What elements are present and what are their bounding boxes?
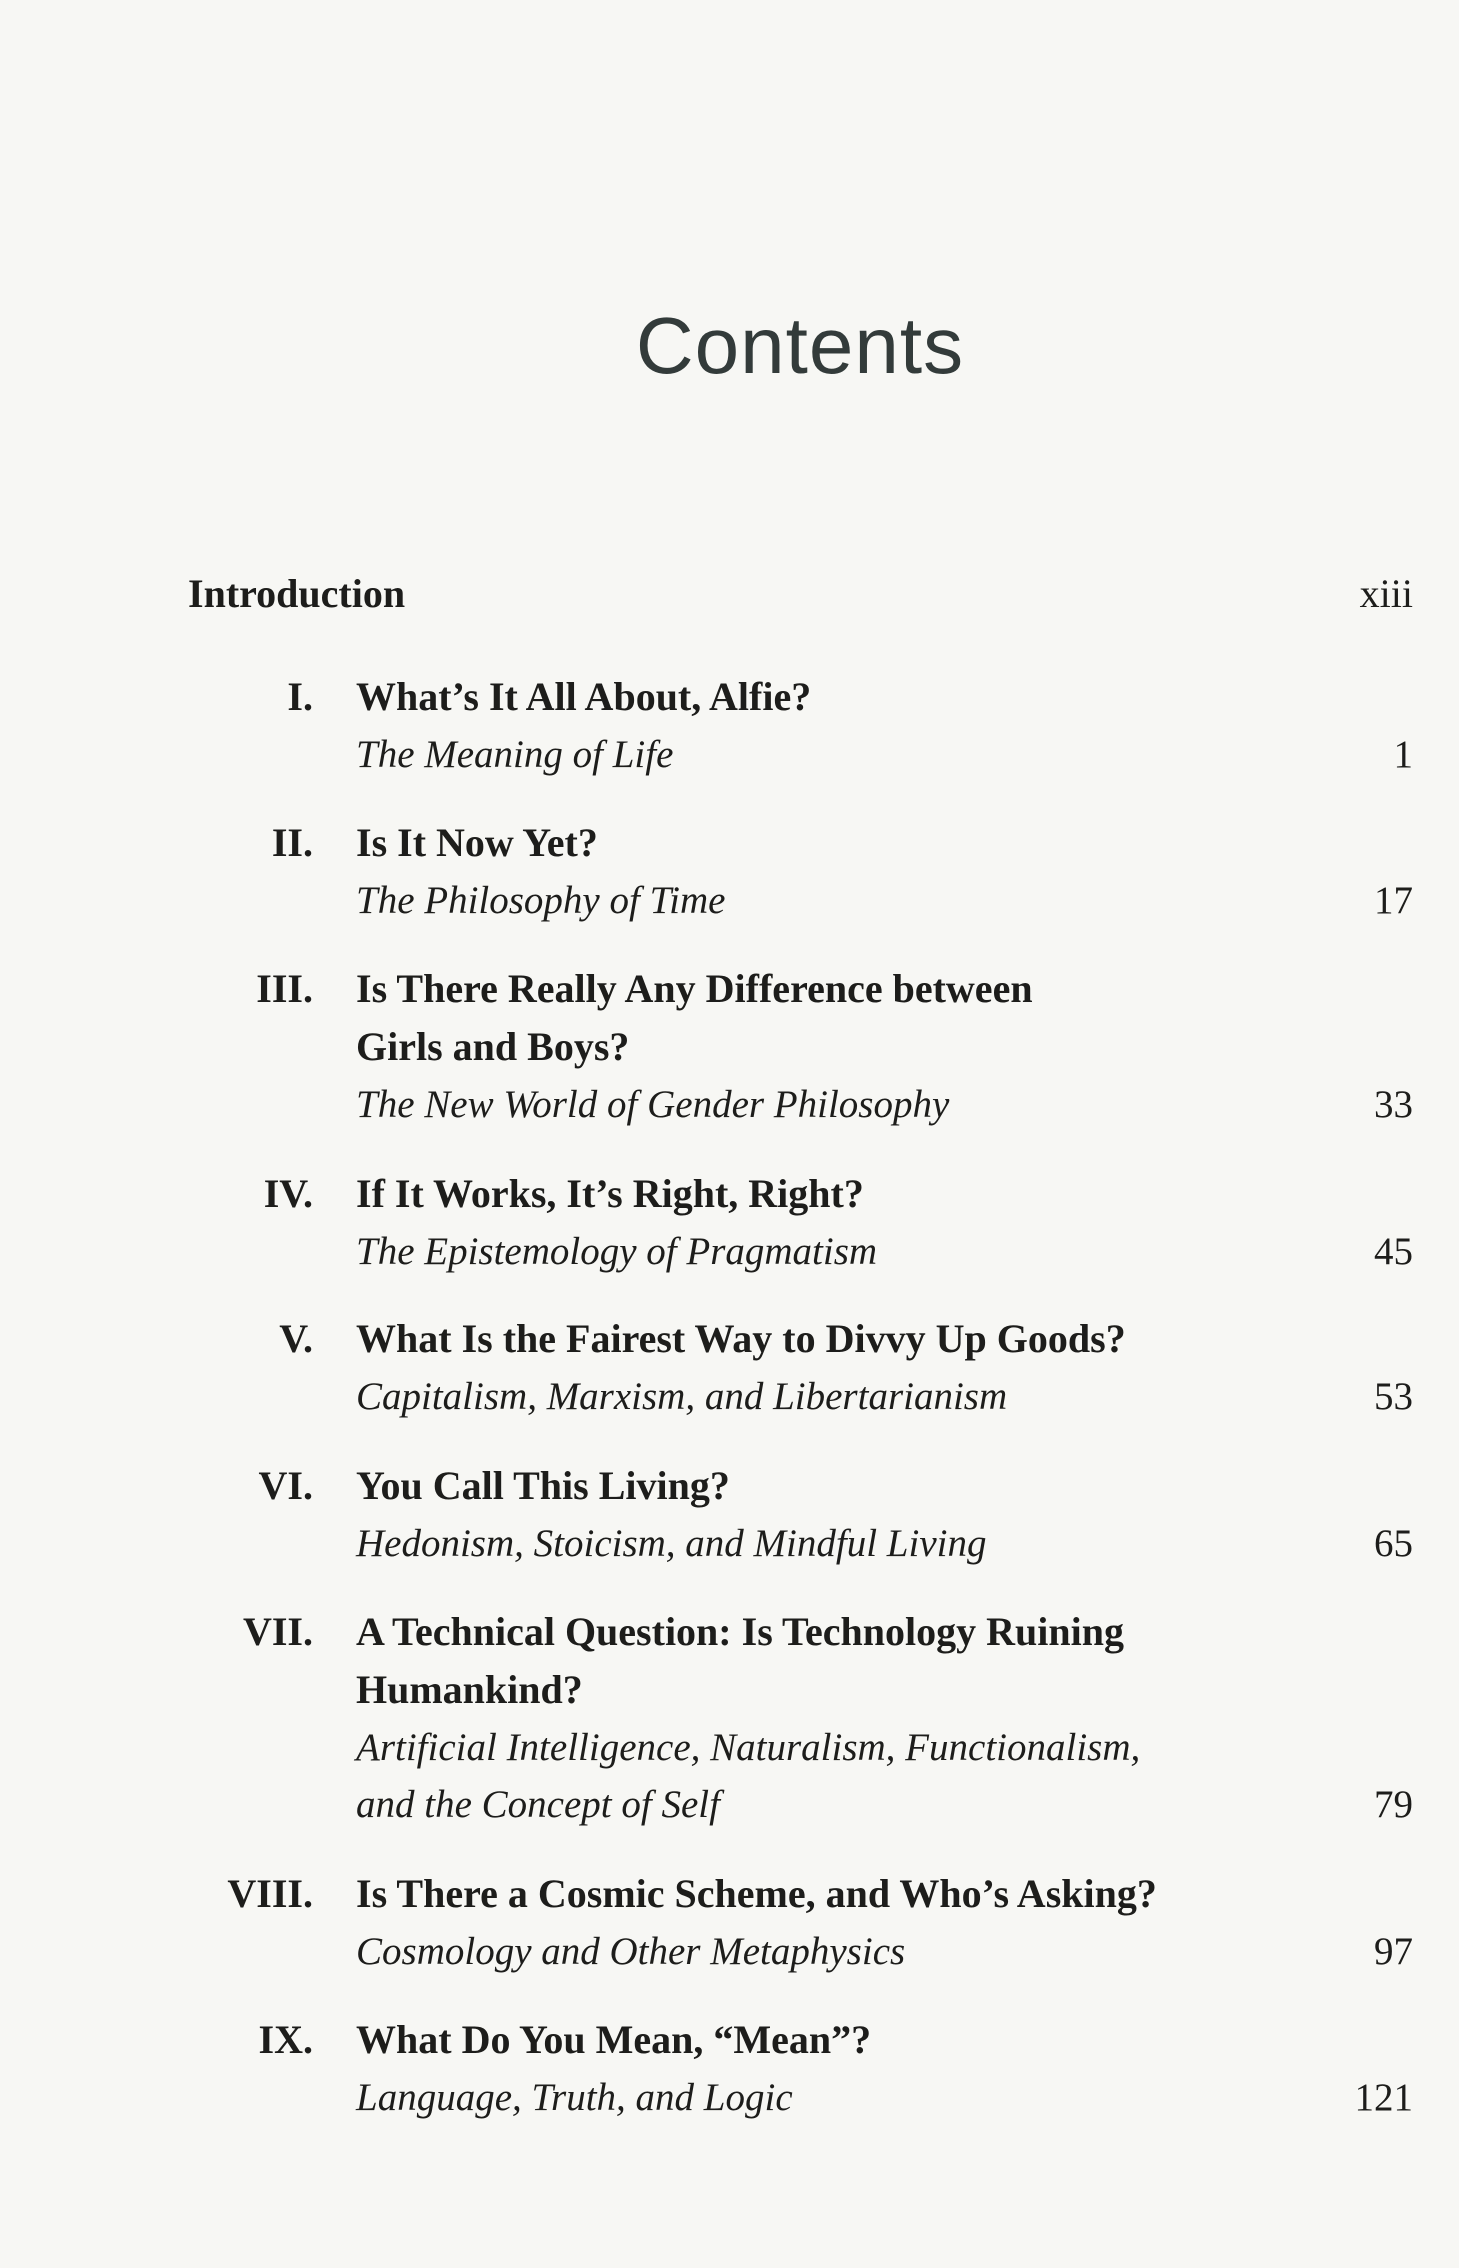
- chapter-subtitle: The New World of Gender Philosophy: [356, 1083, 950, 1126]
- chapter-title: A Technical Question: Is Technology Ruining: [356, 1609, 1125, 1654]
- introduction-page: xiii: [1359, 571, 1413, 616]
- chapter-title: What’s It All About, Alfie?: [356, 674, 812, 719]
- chapter-page-number: 65: [1374, 1522, 1413, 1565]
- chapter-page-number: 121: [1354, 2076, 1413, 2119]
- chapter-title: What Do You Mean, “Mean”?: [356, 2017, 872, 2062]
- chapter-subtitle: Language, Truth, and Logic: [356, 2076, 793, 2119]
- chapter-page-number: 45: [1374, 1230, 1413, 1273]
- chapter-page-number: 33: [1374, 1083, 1413, 1126]
- chapter-text: [356, 1310, 1256, 1425]
- chapter-title: What Is the Fairest Way to Divvy Up Goods?: [356, 1316, 1126, 1361]
- chapter-subtitle: The Epistemology of Pragmatism: [356, 1230, 878, 1273]
- chapter-subtitle: The Philosophy of Time: [356, 879, 726, 922]
- chapter-number: IX.: [258, 2017, 313, 2062]
- chapter-title: Humankind?: [356, 1667, 583, 1712]
- chapter-title: Is There a Cosmic Scheme, and Who’s Asking?: [356, 1871, 1157, 1916]
- chapter-page-number: 79: [1374, 1783, 1413, 1826]
- chapter-title: Girls and Boys?: [356, 1024, 630, 1069]
- toc-introduction: [188, 570, 1413, 617]
- chapter-page-number: 97: [1374, 1930, 1413, 1973]
- introduction-label: Introduction: [188, 571, 406, 616]
- chapter-subtitle: Artificial Intelligence, Naturalism, Functionalism,: [356, 1726, 1141, 1769]
- chapter-subtitle: Hedonism, Stoicism, and Mindful Living: [356, 1522, 987, 1565]
- chapter-text: [356, 2011, 1256, 2126]
- chapter-page-number: 1: [1393, 733, 1413, 776]
- chapter-text: [356, 1165, 1256, 1280]
- chapter-subtitle: Capitalism, Marxism, and Libertarianism: [356, 1375, 1008, 1418]
- chapter-text: [356, 814, 1256, 929]
- chapter-number: I.: [287, 674, 313, 719]
- page-title: Contents: [635, 301, 965, 390]
- chapter-title: If It Works, It’s Right, Right?: [356, 1171, 864, 1216]
- chapter-title: Is It Now Yet?: [356, 820, 598, 865]
- chapter-text: [356, 1603, 1256, 1833]
- chapter-subtitle: The Meaning of Life: [356, 733, 674, 776]
- chapter-number: VIII.: [227, 1871, 313, 1916]
- chapter-number: V.: [279, 1316, 313, 1361]
- chapter-page-number: 53: [1374, 1375, 1413, 1418]
- chapter-number: VII.: [242, 1609, 313, 1654]
- chapter-text: [356, 1457, 1256, 1572]
- chapter-title: You Call This Living?: [356, 1463, 730, 1508]
- chapter-number: III.: [256, 966, 313, 1011]
- chapter-subtitle: and the Concept of Self: [356, 1783, 720, 1826]
- chapter-number: VI.: [258, 1463, 313, 1508]
- chapter-text: [356, 1865, 1256, 1980]
- chapter-text: [356, 960, 1256, 1133]
- chapter-subtitle: Cosmology and Other Metaphysics: [356, 1930, 906, 1973]
- chapter-text: [356, 668, 1256, 783]
- chapter-title: Is There Really Any Difference between: [356, 966, 1033, 1011]
- chapter-number: II.: [271, 820, 313, 865]
- chapter-page-number: 17: [1374, 879, 1413, 922]
- chapter-number: IV.: [263, 1171, 313, 1216]
